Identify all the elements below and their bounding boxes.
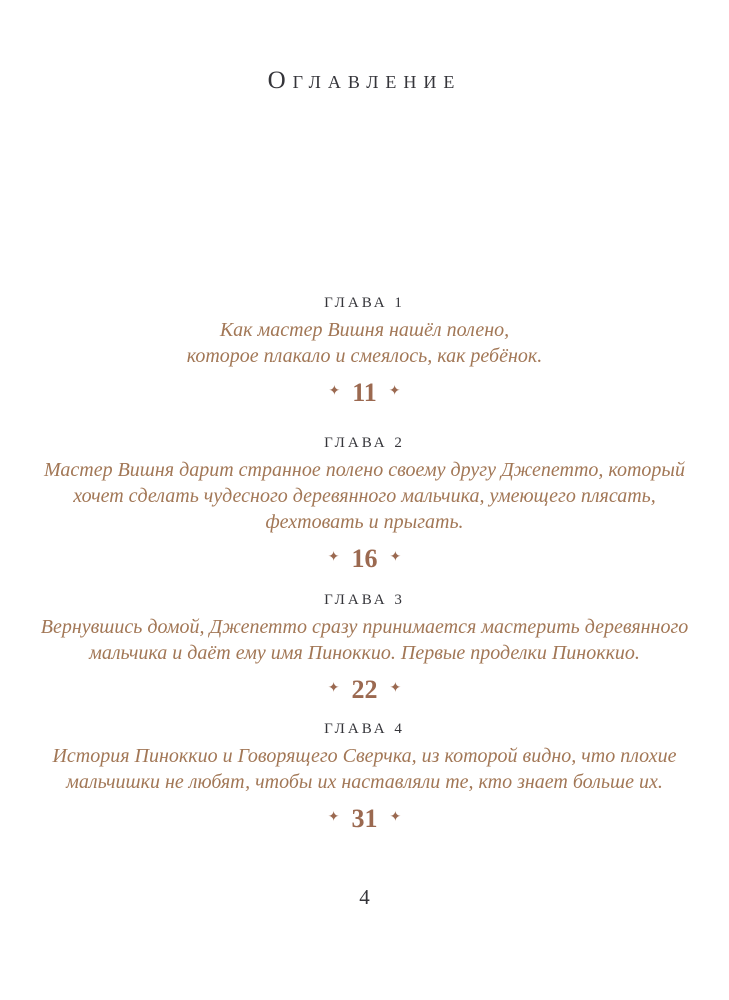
diamond-icon: ✦ <box>327 550 340 565</box>
chapter-page-number: 31 <box>351 804 378 833</box>
chapter-description-line: фехтовать и прыгать. <box>265 511 464 533</box>
chapter-page-row <box>0 378 729 408</box>
diamond-icon: ✦ <box>328 384 341 399</box>
chapter-heading: ГЛАВА 1 <box>324 295 405 311</box>
diamond-icon: ✦ <box>388 384 401 399</box>
chapter-page-number: 16 <box>351 544 378 573</box>
diamond-icon: ✦ <box>327 681 340 696</box>
chapter-description-line: История Пиноккио и Говорящего Сверчка, из которой видно, что плохие <box>52 745 677 767</box>
toc-chapter-3 <box>0 592 729 705</box>
chapter-heading: ГЛАВА 2 <box>324 435 405 451</box>
chapter-page-row <box>0 544 729 574</box>
chapter-description-line: которое плакало и смеялось, как ребёнок. <box>186 345 543 367</box>
chapter-description <box>0 743 729 795</box>
chapter-page-number: 22 <box>351 675 378 704</box>
toc-title: Оглавление <box>267 67 462 94</box>
chapter-description-line: Вернувшись домой, Джепетто сразу принимается мастерить деревянного <box>40 616 689 638</box>
chapter-description-line: хочет сделать чудесного деревянного мальчика, умеющего плясать, <box>73 485 656 507</box>
diamond-icon: ✦ <box>389 681 402 696</box>
chapter-description-line: мальчишки не любят, чтобы их наставляли те, кто знает больше их. <box>66 771 663 793</box>
chapter-page-row <box>0 804 729 834</box>
diamond-icon: ✦ <box>327 810 340 825</box>
folio-page-number: 4 <box>359 885 370 909</box>
chapter-description <box>0 457 729 535</box>
chapter-description-line: мальчика и даёт ему имя Пиноккио. Первые проделки Пиноккио. <box>89 642 640 664</box>
chapter-description <box>0 614 729 666</box>
chapter-description <box>0 317 729 369</box>
diamond-icon: ✦ <box>389 550 402 565</box>
diamond-icon: ✦ <box>389 810 402 825</box>
toc-chapter-1 <box>0 295 729 408</box>
chapter-heading: ГЛАВА 4 <box>324 721 405 737</box>
chapter-page-number: 11 <box>352 378 377 407</box>
chapter-page-row <box>0 675 729 705</box>
chapter-description-line: Как мастер Вишня нашёл полено, <box>219 319 510 341</box>
chapter-description-line: Мастер Вишня дарит странное полено своему другу Джепетто, который <box>44 459 685 481</box>
chapter-heading: ГЛАВА 3 <box>324 592 405 608</box>
toc-chapter-4 <box>0 721 729 834</box>
toc-chapter-2 <box>0 435 729 574</box>
